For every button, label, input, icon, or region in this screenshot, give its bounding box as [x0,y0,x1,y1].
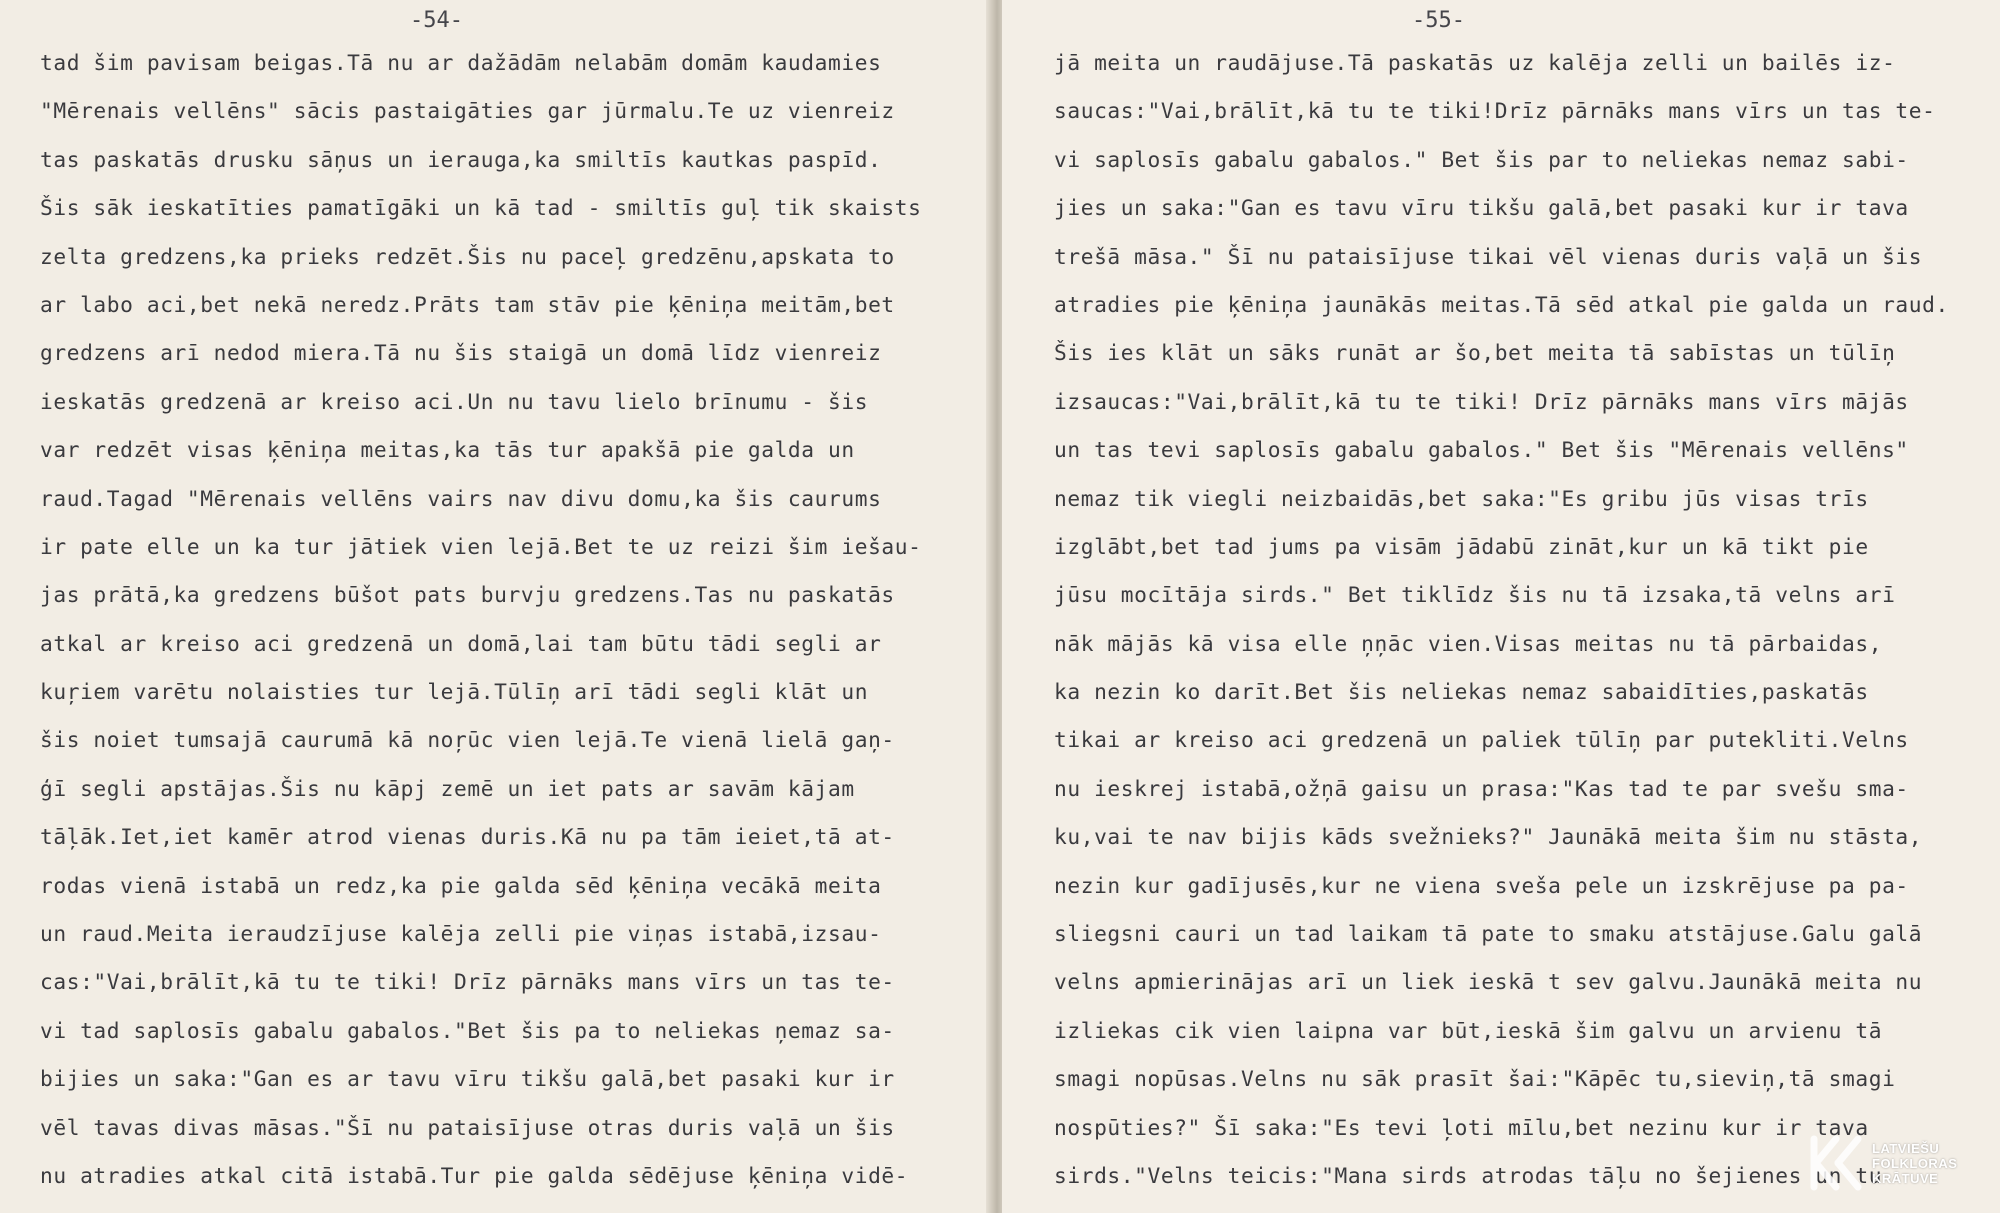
left-page-text-line: cas:"Vai,brālīt,kā tu te tiki! Drīz pārnāks mans vīrs un tas te- [40,969,895,995]
right-page-text-line: atradies pie ķēniņa jaunākās meitas.Tā sēd atkal pie galda un raud. [1054,291,1949,317]
right-page-text-line: izliekas cik vien laipna var būt,ieskā šim galvu un arvienu tā [1054,1017,1883,1043]
right-page-text-line: nezin kur gadījusēs,kur ne viena sveša pele un izskrējuse pa pa- [1054,872,1909,898]
right-page-text-line: Šis ies klāt un sāks runāt ar šo,bet meita tā sabīstas un tūlīņ [1054,340,1896,366]
right-page-text-line: jies un saka:"Gan es tavu vīru tikšu galā,bet pasaki kur ir tava [1054,195,1909,221]
right-page-text-line: nu ieskrej istabā,ožņā gaisu un prasa:"Kas tad te par svešu sma- [1054,775,1909,801]
right-page-text [1054,48,2000,1209]
watermark-line-1: LATVIEŠU [1872,1140,1940,1156]
left-page-text-line: tas paskatās drusku sāņus un ierauga,ka smiltīs kautkas paspīd. [40,146,882,172]
watermark-text [1872,1141,1957,1186]
left-page-text-line: tad šim pavisam beigas.Tā nu ar dažādām nelabām domām kaudamies [40,50,882,75]
left-page-text-line: vi tad saplosīs gabalu gabalos."Bet šis pa to neliekas ņemaz sa- [40,1017,895,1043]
left-page-text-line: un raud.Meita ieraudzījuse kalēja zelli pie viņas istabā,izsau- [40,921,882,947]
left-page-text-line: ar labo aci,bet nekā neredz.Prāts tam stāv pie ķēniņa meitām,bet [40,291,895,317]
archive-watermark-logo [1806,1127,1982,1199]
right-page [1002,0,2000,1213]
left-page-text-line: jas prātā,ka gredzens būšot pats burvju gredzens.Tas nu paskatās [40,582,895,608]
right-page-text-line: nemaz tik viegli neizbaidās,bet saka:"Es gribu jūs visas trīs [1054,485,1869,511]
right-page-text-line: velns apmierinājas arī un liek ieskā t sev galvu.Jaunākā meita nu [1054,969,1923,995]
right-page-text-line: jā meita un raudājuse.Tā paskatās uz kalēja zelli un bailēs iz- [1054,50,1896,75]
left-page-text-line: ir pate elle un ka tur jātiek vien lejā.Bet te uz reizi šim iešau- [40,533,922,559]
right-page-text-line: sliegsni cauri un tad laikam tā pate to smaku atstājuse.Galu galā [1054,921,1923,947]
left-page-number: -54- [410,8,463,33]
right-page-text-line: tikai ar kreiso aci gredzenā un paliek tūlīņ par putekliti.Velns [1054,727,1909,753]
right-page-text-line: sirds."Velns teicis:"Mana sirds atrodas tāļu no šejienes un tu [1054,1162,1883,1188]
right-page-text-line: saucas:"Vai,brālīt,kā tu te tiki!Drīz pārnāks mans vīrs un tas te- [1054,98,1936,124]
right-page-text-line: smagi nopūsas.Velns nu sāk prasīt šai:"Kāpēc tu,sieviņ,tā smagi [1054,1066,1896,1092]
watermark-line-3: KRĀTUVE [1872,1170,1939,1186]
left-page-text-line: zelta gredzens,ka prieks redzēt.Šis nu paceļ gredzēnu,apskata to [40,243,895,269]
left-page [0,0,990,1213]
right-page-text-line: jūsu mocītāja sirds." Bet tiklīdz šis nu tā izsaka,tā velns arī [1054,582,1896,608]
right-page-text-line: un tas tevi saplosīs gabalu gabalos." Bet šis "Mērenais vellēns" [1054,437,1909,463]
lfk-logo-icon [1806,1131,1866,1195]
right-page-text-line: ka nezin ko darīt.Bet šis neliekas nemaz sabaidīties,paskatās [1054,679,1869,705]
left-page-text-line: Šis sāk ieskatīties pamatīgāki un kā tad - smiltīs guļ tik skaists [40,195,922,221]
left-page-text-line: raud.Tagad "Mērenais vellēns vairs nav divu domu,ka šis caurums [40,485,882,511]
left-page-text-line: vēl tavas divas māsas."Šī nu pataisījuse otras duris vaļā un šis [40,1114,895,1140]
right-page-text-line: trešā māsa." Šī nu pataisījuse tikai vēl vienas duris vaļā un šis [1054,243,1923,269]
left-page-text-line: tāļāk.Iet,iet kamēr atrod vienas duris.Kā nu pa tām ieiet,tā at- [40,824,895,850]
watermark-line-2: FOLKLORAS [1872,1155,1958,1171]
left-page-text-line: šis noiet tumsajā caurumā kā noŗūc vien lejā.Te vienā lielā gaņ- [40,727,895,753]
left-page-text [40,48,990,1209]
left-page-text-line: ģī segli apstājas.Šis nu kāpj zemē un iet pats ar savām kājam [40,775,855,801]
right-page-text-line: izglābt,bet tad jums pa visām jādabū zināt,kur un kā tikt pie [1054,533,1869,559]
left-page-text-line: gredzens arī nedod miera.Tā nu šis staigā un domā līdz vienreiz [40,340,882,366]
right-page-text-line: vi saplosīs gabalu gabalos." Bet šis par to neliekas nemaz sabi- [1054,146,1909,172]
left-page-text-line: ieskatās gredzenā ar kreiso aci.Un nu tavu lielo brīnumu - šis [40,388,869,414]
right-page-text-line: nāk mājās kā visa elle ņņāc vien.Visas meitas nu tā pārbaidas, [1054,630,1883,656]
left-page-text-line: rodas vienā istabā un redz,ka pie galda sēd ķēniņa vecākā meita [40,872,882,898]
right-page-number: -55- [1412,8,1465,33]
right-page-text-line: izsaucas:"Vai,brālīt,kā tu te tiki! Drīz pārnāks mans vīrs mājās [1054,388,1909,414]
left-page-text-line: kuŗiem varētu nolaisties tur lejā.Tūlīņ arī tādi segli klāt un [40,679,869,705]
left-page-text-line: bijies un saka:"Gan es ar tavu vīru tikšu galā,bet pasaki kur ir [40,1066,895,1092]
right-page-text-line: nospūties?" Šī saka:"Es tevi ļoti mīlu,bet nezinu kur ir tava [1054,1114,1869,1140]
left-page-text-line: atkal ar kreiso aci gredzenā un domā,lai tam būtu tādi segli ar [40,630,882,656]
left-page-text-line: var redzēt visas ķēniņa meitas,ka tās tur apakšā pie galda un [40,437,855,463]
right-page-text-line: ku,vai te nav bijis kāds svežnieks?" Jaunākā meita šim nu stāsta, [1054,824,1923,850]
left-page-text-line: nu atradies atkal citā istabā.Tur pie galda sēdējuse ķēniņa vidē- [40,1162,909,1188]
left-page-text-line: "Mērenais vellēns" sācis pastaigāties gar jūrmalu.Te uz vienreiz [40,98,895,124]
